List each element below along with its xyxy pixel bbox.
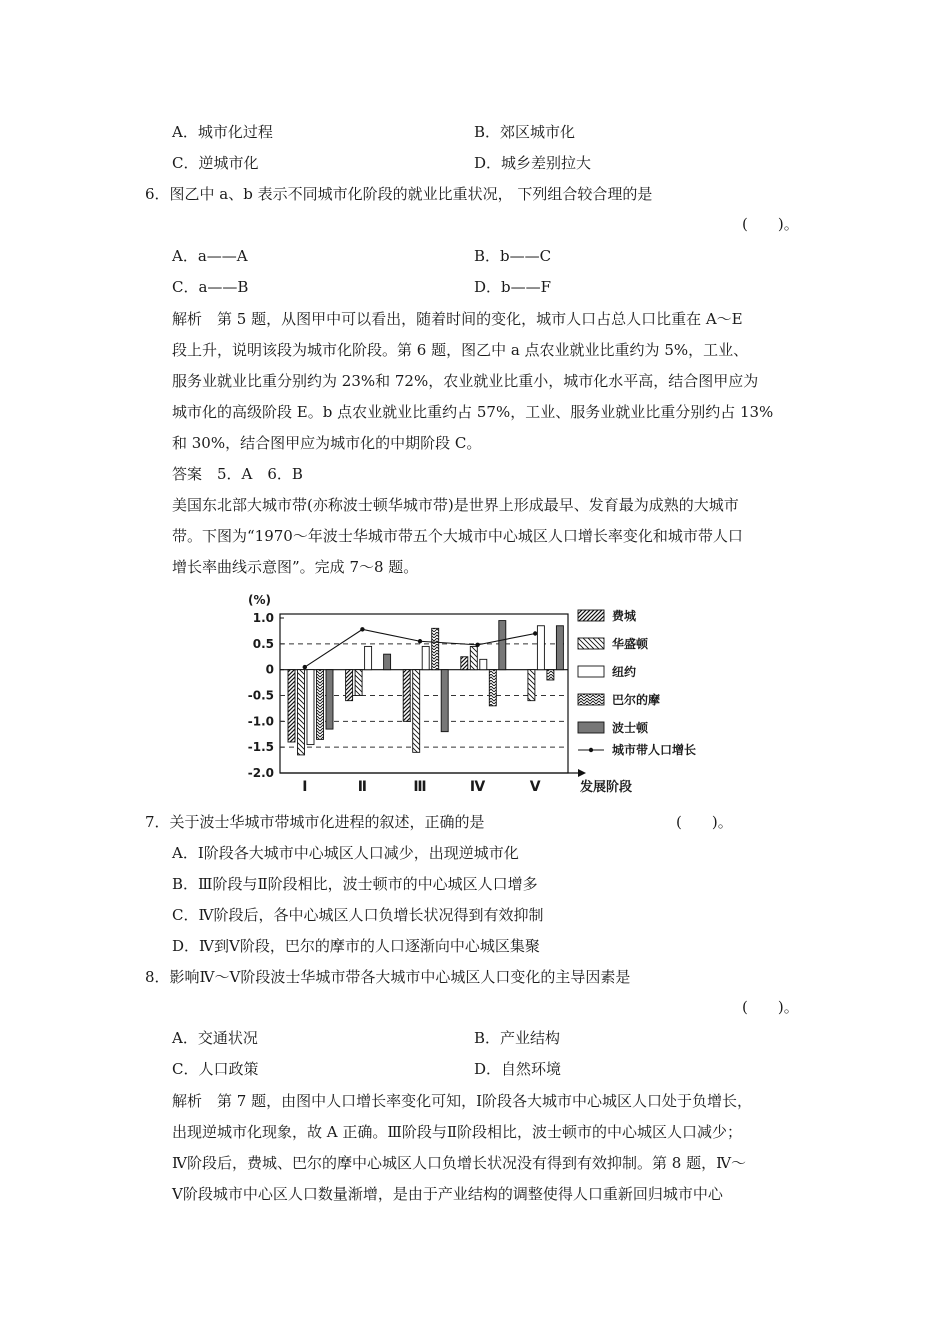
- legend-line-point: [589, 748, 593, 752]
- line-point: [303, 665, 307, 669]
- q6-option-c: C．a——B: [172, 278, 249, 296]
- x-tick-label: Ⅱ: [357, 779, 368, 795]
- q6-answer-blank: ( )。: [742, 215, 799, 233]
- y-tick-label: 1.0: [252, 611, 274, 625]
- legend-swatch: [578, 666, 604, 677]
- legend-label: 波士顿: [612, 721, 649, 735]
- intro-line3: 增长率曲线示意图”。完成 7～8 题。: [172, 558, 419, 576]
- analysis2-line4: Ⅴ阶段城市中心区人口数量渐增，是由于产业结构的调整使得人口重新回归城市中心: [172, 1185, 723, 1203]
- bar: [307, 670, 314, 745]
- line-point: [418, 639, 422, 643]
- q5-option-d: D．城乡差别拉大: [474, 154, 592, 172]
- q5-option-b: B．郊区城市化: [474, 123, 576, 141]
- q8-option-a: A．交通状况: [172, 1029, 258, 1047]
- line-point: [475, 643, 479, 647]
- bar: [403, 670, 410, 722]
- q7-option-b: B．Ⅲ阶段与Ⅱ阶段相比，波士顿市的中心城区人口增多: [172, 875, 538, 893]
- bar: [441, 670, 448, 732]
- analysis2-line1: 解析 第 7 题，由图中人口增长率变化可知，Ⅰ阶段各大城市中心城区人口处于负增长，: [172, 1092, 753, 1110]
- bar: [470, 646, 477, 669]
- bar: [432, 628, 439, 669]
- y-tick-label: 0.5: [252, 636, 274, 651]
- analysis1-line4: 城市化的高级阶段 E。b 点农业就业比重约占 57%，工业、服务业就业比重分别约占 13%: [172, 403, 774, 421]
- legend-swatch: [578, 610, 604, 621]
- x-tick-label: Ⅰ: [302, 779, 308, 795]
- q7-option-d: D．Ⅳ到Ⅴ阶段，巴尔的摩市的人口逐渐向中心城区集聚: [172, 937, 540, 955]
- plot-area: [248, 593, 632, 795]
- bar: [346, 670, 353, 701]
- legend-swatch: [578, 638, 604, 649]
- bar: [528, 670, 535, 701]
- analysis1-line3: 服务业就业比重分别约为 23%和 72%，农业就业比重小，城市化水平高，结合图甲应为: [172, 372, 759, 390]
- q5-option-a: A．城市化过程: [172, 123, 273, 141]
- intro-line1: 美国东北部大城市带(亦称波士顿华城市带)是世界上形成最早、发育最为成熟的大城市: [172, 496, 739, 514]
- bar: [499, 621, 506, 670]
- q5-option-c: C．逆城市化: [172, 154, 259, 172]
- legend-label: 纽约: [612, 665, 637, 679]
- x-axis-arrow: [578, 769, 586, 777]
- y-axis-label: (%): [248, 593, 271, 607]
- bar: [298, 670, 305, 755]
- bar: [288, 670, 295, 742]
- bar: [547, 670, 554, 680]
- q8-option-c: C．人口政策: [172, 1060, 259, 1078]
- line-point: [533, 631, 537, 635]
- y-tick-label: -1.5: [247, 740, 274, 755]
- bar: [384, 654, 391, 670]
- bar: [537, 626, 544, 670]
- analysis2-line3: Ⅳ阶段后，费城、巴尔的摩中心城区人口负增长状况没有得到有效抑制。第 8 题，Ⅳ～: [172, 1154, 747, 1172]
- population-growth-chart: [230, 590, 750, 800]
- y-tick-label: 0: [265, 662, 274, 677]
- bar: [461, 657, 468, 670]
- x-tick-label: Ⅴ: [529, 779, 541, 795]
- q6-option-b: B．b——C: [474, 247, 552, 265]
- q6-stem: 6．图乙中 a、b 表示不同城市化阶段的就业比重状况， 下列组合较合理的是: [145, 185, 653, 203]
- bar: [489, 670, 496, 706]
- chart-legend: [578, 608, 696, 757]
- q8-answer-blank: ( )。: [742, 998, 799, 1016]
- bar: [413, 670, 420, 753]
- x-axis-label: 发展阶段: [580, 780, 633, 795]
- y-tick-label: -2.0: [247, 766, 274, 780]
- q7-option-c: C．Ⅳ阶段后，各中心城区人口负增长状况得到有效抑制: [172, 906, 544, 924]
- y-tick-label: -1.0: [247, 714, 274, 729]
- x-tick-label: Ⅲ: [413, 779, 427, 795]
- bar: [556, 626, 563, 670]
- legend-label: 华盛顿: [612, 637, 649, 651]
- legend-swatch: [578, 722, 604, 733]
- bar: [355, 670, 362, 696]
- q6-option-d: D．b——F: [474, 278, 552, 296]
- analysis1-line2: 段上升，说明该段为城市化阶段。第 6 题，图乙中 a 点农业就业比重约为 5%，工业、: [172, 341, 749, 359]
- q8-stem: 8．影响Ⅳ～Ⅴ阶段波士华城市带各大城市中心城区人口变化的主导因素是: [145, 968, 631, 986]
- line-point: [360, 627, 364, 631]
- q7-stem: 7．关于波士华城市带城市化进程的叙述，正确的是: [145, 813, 485, 831]
- y-tick-label: -0.5: [247, 688, 274, 703]
- legend-swatch: [578, 694, 604, 705]
- q6-option-a: A．a——A: [172, 247, 248, 265]
- analysis2-line2: 出现逆城市化现象，故 A 正确。Ⅲ阶段与Ⅱ阶段相比，波士顿市的中心城区人口减少；: [172, 1123, 743, 1141]
- bar: [317, 670, 324, 740]
- q7-answer-blank: ( )。: [676, 813, 733, 831]
- analysis1-line1: 解析 第 5 题，从图甲中可以看出，随着时间的变化，城市人口占总人口比重在 A～E: [172, 310, 743, 328]
- legend-label: 城市带人口增长: [612, 743, 697, 757]
- bar: [326, 670, 333, 729]
- q8-option-d: D．自然环境: [474, 1060, 562, 1078]
- bar: [480, 659, 487, 669]
- bar: [422, 646, 429, 669]
- legend-label: 费城: [612, 609, 637, 623]
- q7-option-a: A．Ⅰ阶段各大城市中心城区人口减少，出现逆城市化: [172, 844, 519, 862]
- bar: [365, 646, 372, 669]
- x-tick-label: Ⅳ: [469, 779, 486, 795]
- legend-label: 巴尔的摩: [612, 693, 661, 707]
- intro-line2: 带。下图为“1970～年波士华城市带五个大城市中心城区人口增长率变化和城市带人口: [172, 527, 743, 545]
- answer1: 答案 5．A 6．B: [172, 465, 303, 483]
- analysis1-line5: 和 30%，结合图甲应为城市化的中期阶段 C。: [172, 434, 482, 452]
- q8-option-b: B．产业结构: [474, 1029, 561, 1047]
